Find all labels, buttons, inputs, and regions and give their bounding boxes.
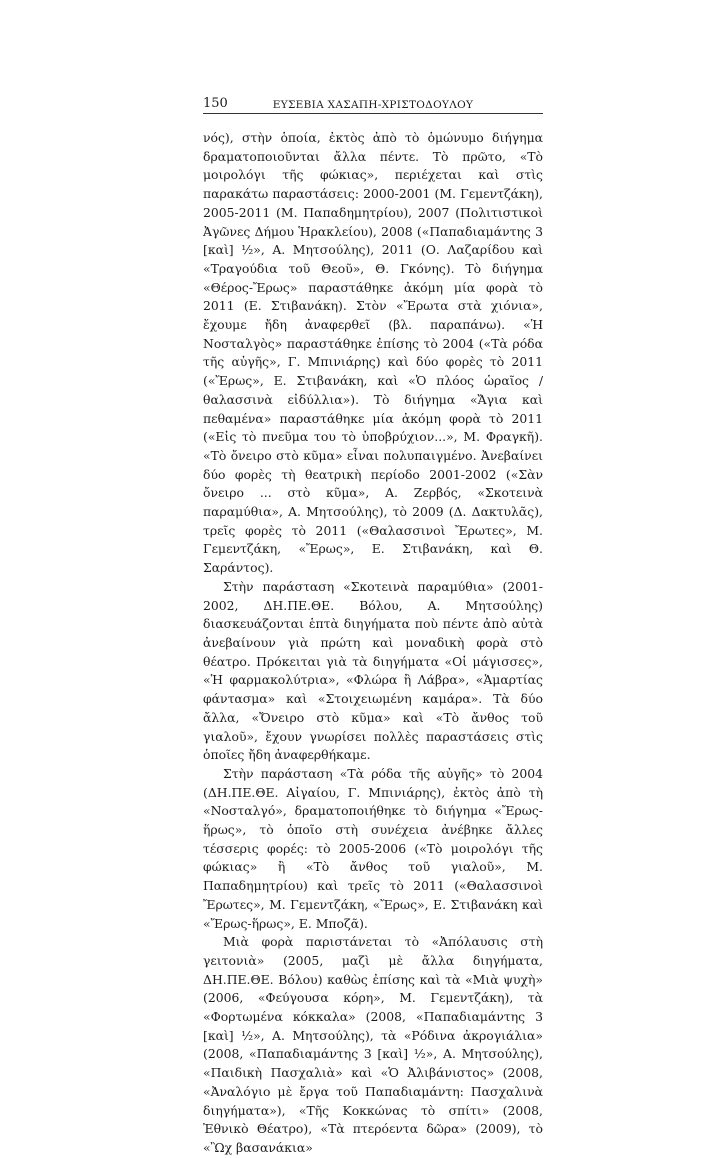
paragraph: Στὴν παράσταση «Τὰ ρόδα τῆς αὐγῆς» τὸ 2004 (ΔΗ.ΠΕ.ΘΕ. Αἰγαίου, Γ. Μπινιάρης), ἐκτὸς ἀπὸ τὴ «Νοσταλγό», δραματοποιήθηκε τὸ διήγημα «Ἔρως-ἥρως», τὸ ὁποῖο στὴ συνέχεια ἀνέβηκε ἄλλες τέσσερις φορές: τὸ 2005-2006 («Τὸ μοιρολόγι τῆς φώκιας» ἢ «Τὸ ἄνθος τοῦ γιαλοῦ», Μ. Παπαδημητρίου) καὶ τρεῖς τὸ 2011 («Θαλασσινοὶ Ἔρωτες», Μ. Γεμεντζάκη, «Ἔρως», Ε. Στιβανάκη καὶ «Ἔρως-ἥρως», Ε. Μποζᾶ). (203, 765, 543, 931)
paragraph: Μιὰ φορὰ παριστάνεται τὸ «Ἀπόλαυσις στὴ γειτονιὰ» (2005, μαζὶ μὲ ἄλλα διηγήματα, ΔΗ.ΠΕ.ΘΕ. Βόλου) καθὼς ἐπίσης καὶ τὰ «Μιὰ ψυχὴ» (2006, «Φεύγουσα κόρη», Μ. Γεμεντζάκη), τὰ «Φορτωμένα κόκκαλα» (2008, «Παπαδιαμάντης 3 [καὶ] ½», Α. Μητσούλης), τὰ «Ρόδινα ἀκρογιάλια» (2008, «Παπαδιαμάντης 3 [καὶ] ½», Α. Μητσούλης), «Παιδικὴ Πασχαλιὰ» καὶ «Ὁ Ἀλιβάνιστος» (2008, «Ἀναλόγιο μὲ ἔργα τοῦ Παπαδιαμάντη: Πασχαλινὰ διηγήματα»), «Τῆς Κοκκώνας τὸ σπίτι» (2008, Ἐθνικὸ Θέατρο), «Τὰ πτερόεντα δῶρα» (2009), τὸ «Ὢχ βασανάκια» (203, 934, 543, 1155)
running-title: ΕΥΣΕΒΙΑ ΧΑΣΑΠΗ-ΧΡΙΣΤΟΔΟΥΛΟΥ (272, 99, 474, 111)
body-text (203, 129, 543, 1158)
header-rule (203, 113, 543, 114)
paragraph: Στὴν παράσταση «Σκοτεινὰ παραμύθια» (2001-2002, ΔΗ.ΠΕ.ΘΕ. Βόλου, Α. Μητσούλης) διασκευάζονται ἑπτὰ διηγήματα ποὺ πέντε ἀπὸ αὐτὰ ἀνεβαίνουν γιὰ πρώτη καὶ μοναδικὴ φορὰ στὸ θέατρο. Πρόκειται γιὰ τὰ διηγήματα «Οἱ μάγισσες», «Ἡ φαρμακολύτρια», «Φλώρα ἢ Λάβρα», «Ἁμαρτίας φάντασμα» καὶ «Στοιχειωμένη καμάρα». Τὰ δύο ἄλλα, «Ὄνειρο στὸ κῦμα» καὶ «Τὸ ἄνθος τοῦ γιαλοῦ», ἔχουν γνωρίσει πολλὲς παραστάσεις στὶς ὁποῖες ἤδη ἀναφερθήκαμε. (203, 578, 543, 763)
paragraph-continued: νός), στὴν ὁποία, ἐκτὸς ἀπὸ τὸ ὁμώνυμο διήγημα δραματοποιοῦνται ἄλλα πέντε. Τὸ πρῶτο, «Τὸ μοιρολόγι τῆς φώκιας», περιέχεται καὶ στὶς παρακάτω παραστάσεις: 2000-2001 (Μ. Γεμεντζάκη), 2005-2011 (Μ. Παπαδημητρίου), 2007 (Πολιτιστικοὶ Ἀγῶνες Δήμου Ἡρακλείου), 2008 («Παπαδιαμάντης 3 [καὶ] ½», Α. Μητσούλης), 2011 (Ο. Λαζαρίδου καὶ «Τραγούδια τοῦ Θεοῦ», Θ. Γκόνης). Τὸ διήγημα «Θέρος-Ἔρως» παραστάθηκε ἀκόμη μία φορὰ τὸ 2011 (Ε. Στιβανάκη). Στὸν «Ἔρωτα στὰ χιόνια», ἔχουμε ἤδη ἀναφερθεῖ (βλ. παραπάνω). «Ἡ Νοσταλγὸς» παραστάθηκε ἐπίσης τὸ 2004 («Τὰ ρόδα τῆς αὐγῆς», Γ. Μπινιάρης) καὶ δύο φορὲς τὸ 2011 («Ἔρως», Ε. Στιβανάκη, καὶ «Ὁ πλόος ὡραῖος / θαλασσινὰ εἰδύλλια»). Τὸ διήγημα «Ἄγια καὶ πεθαμένα» παραστάθηκε μία ἀκόμη φορὰ τὸ 2011 («Εἰς τὸ πνεῦμα του τὸ ὑποβρύχιον...», Μ. Φραγκῆ). «Τὸ ὄνειρο στὸ κῦμα» εἶναι πολυπαιγμένο. Ἀνεβαίνει δύο φορὲς τὴ θεατρικὴ περίοδο 2001-2002 («Σὰν ὄνειρο ... στὸ κῦμα», Α. Ζερβός, «Σκοτεινὰ παραμύθια», Α. Μητσούλης), τὸ 2009 (Δ. Δακτυλᾶς), τρεῖς φορὲς τὸ 2011 («Θαλασσινοὶ Ἔρωτες», Μ. Γεμεντζάκη, «Ἔρως», Ε. Στιβανάκη, καὶ Θ. Σαράντος). (203, 130, 543, 576)
page-number: 150 (203, 96, 228, 111)
running-head (203, 95, 543, 113)
